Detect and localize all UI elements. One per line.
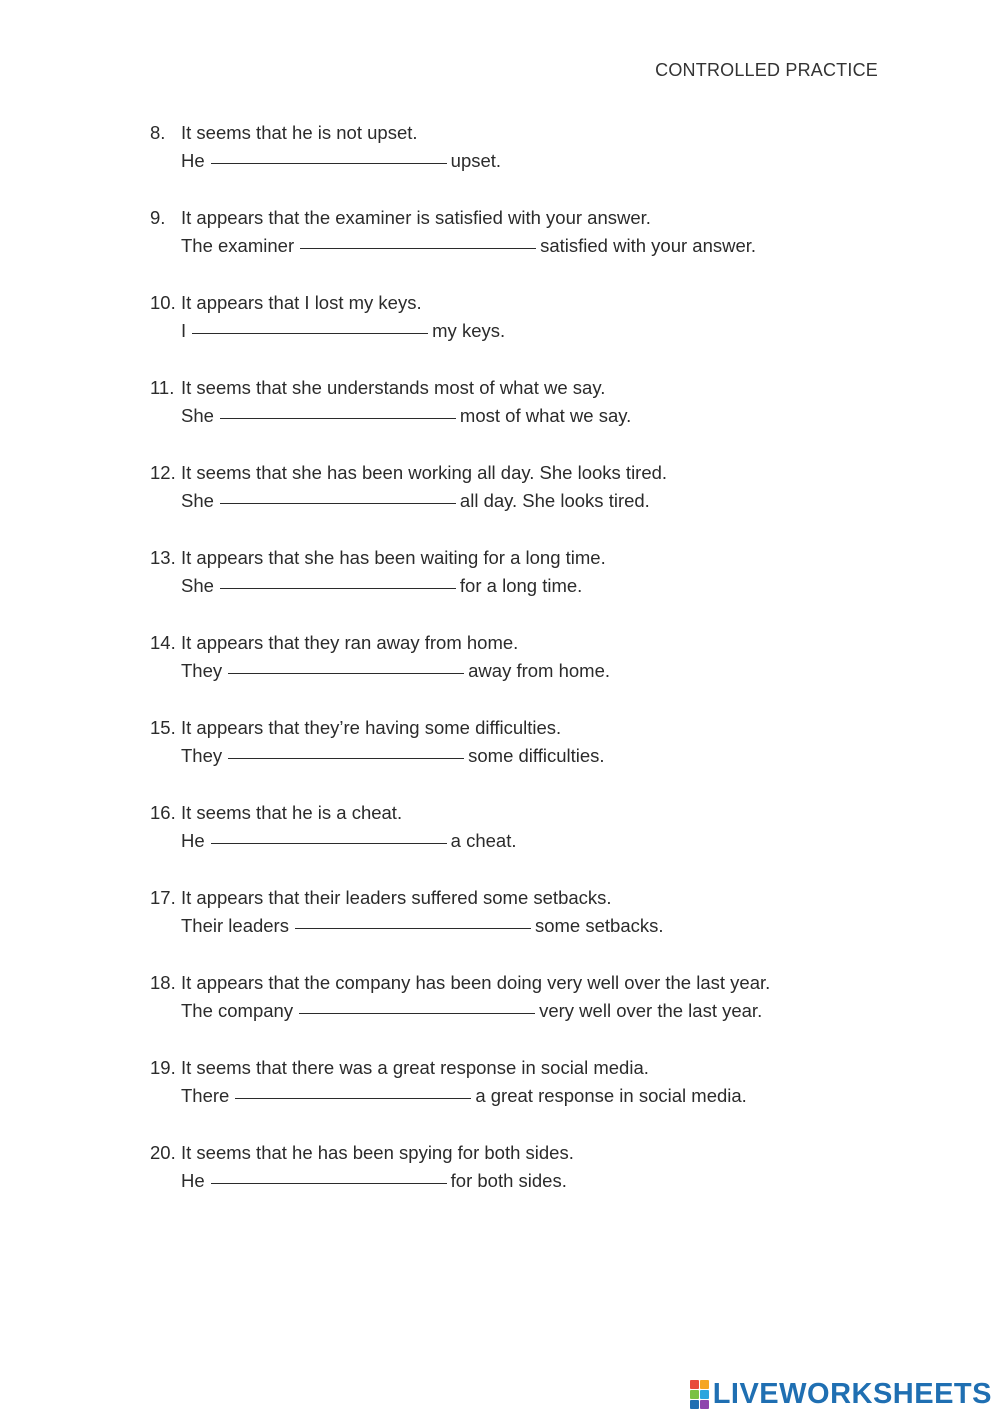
liveworksheets-logo-icon [690,1380,709,1409]
exercise-item [150,119,870,204]
exercise-number: 19. [150,1057,176,1078]
exercise-number: 15. [150,717,176,738]
answer-blank[interactable] [192,332,428,334]
exercise-number: 16. [150,802,176,823]
exercise-prompt: It seems that there was a great response in social media. [181,1057,649,1078]
exercise-item [150,204,870,289]
exercise-prompt: It appears that she has been waiting for a long time. [181,547,606,568]
answer-start: He [181,830,205,851]
logo-square [690,1400,699,1409]
page-header: CONTROLLED PRACTICE [655,60,878,80]
exercise-item [150,629,870,714]
answer-blank[interactable] [299,1012,535,1014]
exercise-answer-line [181,742,605,770]
answer-end: for both sides. [450,1170,567,1191]
answer-blank[interactable] [228,672,464,674]
exercise-item [150,459,870,544]
exercise-answer-line [181,317,505,345]
answer-blank[interactable] [228,757,464,759]
logo-square [690,1380,699,1389]
exercise-item [150,884,870,969]
exercise-prompt: It seems that he is not upset. [181,122,418,143]
answer-blank[interactable] [235,1097,471,1099]
answer-start: I [181,320,187,341]
exercise-number: 8. [150,122,166,143]
answer-start: They [181,745,223,766]
logo-square [700,1390,709,1399]
answer-end: all day. She looks tired. [459,490,650,511]
answer-end: a cheat. [450,830,517,851]
answer-blank[interactable] [295,927,531,929]
answer-blank[interactable] [220,587,456,589]
exercise-answer-line [181,147,501,175]
exercise-item [150,1139,870,1224]
answer-blank[interactable] [211,1182,447,1184]
answer-end: some setbacks. [534,915,664,936]
exercise-number: 14. [150,632,176,653]
logo-text: LIVEWORKSHEETS [712,1378,992,1410]
exercise-number: 17. [150,887,176,908]
logo-square [700,1400,709,1409]
exercise-number: 20. [150,1142,176,1163]
answer-end: away from home. [468,660,611,681]
exercise-list [150,119,870,1224]
answer-start: She [181,490,214,511]
answer-end: satisfied with your answer. [540,235,757,256]
answer-start: The examiner [181,235,295,256]
answer-end: for a long time. [459,575,583,596]
exercise-number: 12. [150,462,176,483]
answer-start: The company [181,1000,294,1021]
exercise-item [150,544,870,629]
exercise-item [150,714,870,799]
exercise-answer-line [181,232,756,260]
answer-start: He [181,1170,205,1191]
answer-end: most of what we say. [459,405,632,426]
liveworksheets-logo[interactable] [690,1380,992,1409]
answer-end: very well over the last year. [539,1000,763,1021]
answer-blank[interactable] [300,247,536,249]
exercise-item [150,289,870,374]
exercise-item [150,969,870,1054]
exercise-prompt: It appears that their leaders suffered some setbacks. [181,887,612,908]
exercise-prompt: It appears that I lost my keys. [181,292,422,313]
exercise-number: 18. [150,972,176,993]
exercise-prompt: It appears that the company has been doing very well over the last year. [181,972,771,993]
answer-start: Their leaders [181,915,289,936]
answer-end: a great response in social media. [475,1085,747,1106]
exercise-prompt: It appears that they ran away from home. [181,632,519,653]
exercise-answer-line [181,827,516,855]
exercise-item [150,1054,870,1139]
logo-square [690,1390,699,1399]
answer-start: She [181,405,214,426]
exercise-answer-line [181,657,610,685]
exercise-prompt: It appears that the examiner is satisfied with your answer. [181,207,651,228]
exercise-number: 13. [150,547,176,568]
logo-square [700,1380,709,1389]
exercise-answer-line [181,1167,567,1195]
answer-blank[interactable] [220,417,456,419]
answer-start: She [181,575,214,596]
exercise-answer-line [181,912,664,940]
exercise-number: 11. [150,377,175,398]
exercise-number: 9. [150,207,166,228]
exercise-answer-line [181,997,762,1025]
exercise-prompt: It seems that he has been spying for both sides. [181,1142,574,1163]
exercise-answer-line [181,402,631,430]
answer-start: He [181,150,205,171]
answer-blank[interactable] [220,502,456,504]
answer-start: There [181,1085,230,1106]
exercise-item [150,799,870,884]
exercise-prompt: It seems that he is a cheat. [181,802,403,823]
answer-end: my keys. [432,320,506,341]
exercise-prompt: It appears that they’re having some difficulties. [181,717,562,738]
answer-blank[interactable] [211,842,447,844]
exercise-prompt: It seems that she understands most of what we say. [181,377,606,398]
exercise-answer-line [181,1082,747,1110]
exercise-answer-line [181,487,650,515]
answer-end: some difficulties. [468,745,605,766]
exercise-prompt: It seems that she has been working all day. She looks tired. [181,462,668,483]
answer-blank[interactable] [211,162,447,164]
exercise-number: 10. [150,292,176,313]
exercise-answer-line [181,572,582,600]
answer-start: They [181,660,223,681]
answer-end: upset. [450,150,502,171]
exercise-item [150,374,870,459]
